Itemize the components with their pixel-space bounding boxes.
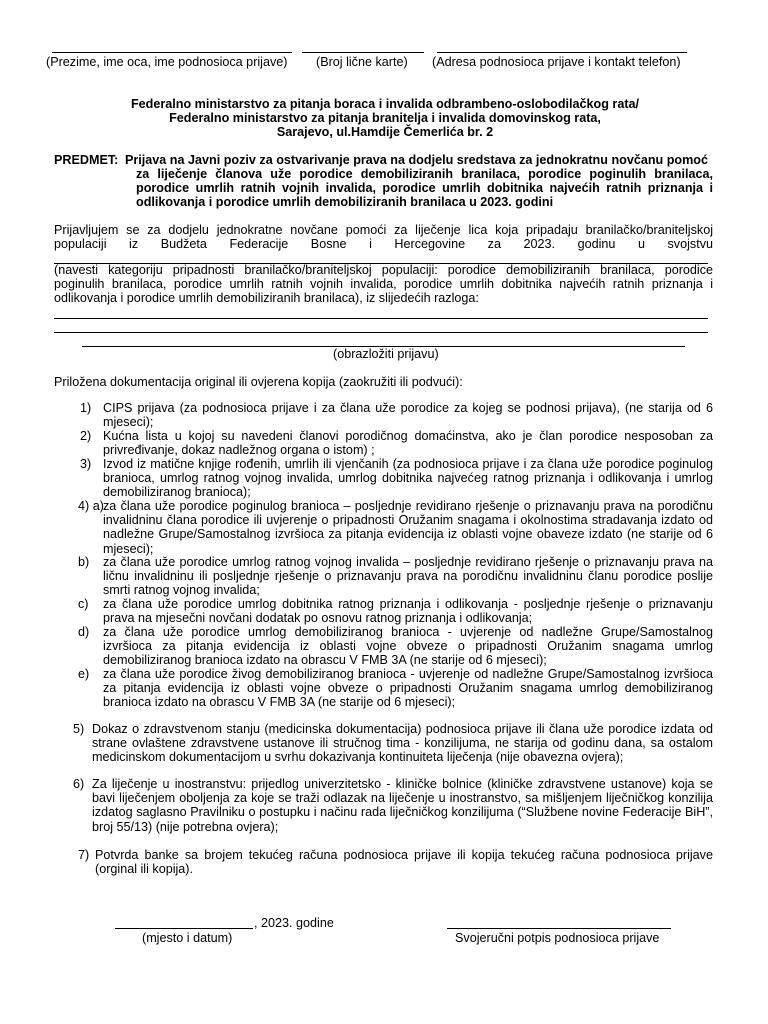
item-e-number: e)	[78, 667, 90, 681]
item-1-text: CIPS prijava (za podnosioca prijave i za člana uže porodice za kojeg se podnosi prijava), (ne starija od 6 mjeseci);	[103, 401, 713, 430]
name-field-label: (Prezime, ime oca, ime podnosioca prijave)	[46, 55, 288, 69]
item-b-number: b)	[78, 555, 90, 569]
documentation-intro: Priložena dokumentacija original ili ovjerena kopija (zaokružiti ili podvući):	[54, 375, 463, 389]
address-field-line[interactable]	[437, 52, 687, 53]
item-7-text: Potvrda banke sa brojem tekućeg računa podnosioca prijave ili kopija tekućeg računa podnosioca prijave (orginal ili kopija).	[95, 848, 713, 877]
item-c-number: c)	[78, 597, 89, 611]
id-card-field-label: (Broj lične karte)	[316, 55, 408, 69]
subject-label: PREDMET:	[54, 153, 119, 167]
subject-line-1: Prijava na Javni poziv za ostvarivanje prava na dodjelu sredstava za jednokratnu novčanu pomoć	[125, 153, 709, 167]
item-d-number: d)	[78, 625, 90, 639]
signature-field-line[interactable]	[447, 928, 671, 929]
reason-line-1[interactable]	[54, 318, 708, 319]
item-2-text: Kućna lista u kojoj su navedeni članovi porodičnog domaćinstva, ako je član porodice nesposoban za privređivanje, dokaz nadležnog organa o istom) ;	[103, 429, 713, 458]
item-5-number: 5)	[73, 722, 85, 736]
explain-note: (obrazložiti prijavu)	[333, 347, 439, 361]
subject-rest: za liječenje članova uže porodice demobiliziranih branilaca, porodice poginulih branilaca, porodice umrlih ratnih vojnih invalida, porodice umrlih dobitnika najvećih ratnih priznanja i odlikovanja i porodice umrlih demobiliziranih branilaca u 2023. godini	[136, 167, 713, 210]
intro-line-2: populaciji iz Budžeta Federacije Bosne i Hercegovine za 2023. godinu u svojstvu	[54, 237, 713, 251]
item-6-text: Za liječenje u inostranstvu: prijedlog univerzitetsko - kliničke bolnice (kliničke zdravstvene ustanove) koja se bavi liječenjem oboljenja za koje se traži odlazak na liječenje u inostranstvo, sa mišljenjem liječničkog konzilija izdatog saglasno Pravilniku o postupku i načinu rada liječničkog konzilijuma (“Službene novine Federacije BiH”, broj 55/13) (nije potrebna ovjera);	[92, 777, 713, 834]
item-3-number: 3)	[80, 457, 92, 471]
item-b-text: za člana uže porodice umrlog ratnog vojnog invalida – posljednje revidirano rješenje o priznavanju prava na ličnu invalidninu ili posljednje rješenje o priznavanju prava na porodičnu invalidninu članu porodice poslije smrti ratnog vojnog invalida;	[103, 555, 713, 598]
item-3-text: Izvod iz matične knjige rođenih, umrlih ili vjenčanih (za podnosioca prijave i za člana uže porodice poginulog branioca, umrlog ratnog vojnog invalida, umrlog dobitnika najvećeg ratnog priznanja i odlikovanja i umrlog demobiliziranog branioca);	[103, 457, 713, 500]
reason-line-2[interactable]	[54, 332, 708, 333]
name-field-line[interactable]	[52, 52, 292, 53]
item-5-text: Dokaz o zdravstvenom stanju (medicinska dokumentacija) podnosioca prijave ili člana uže porodice izdata od strane ovlaštene zdravstvene ustanove ili stručnog tima - konzilijuma, ne starija od godinu dana, sa ostalom medicinskom dokumentacijom u svrhu dokazivanja kontinuiteta liječenja (nije obavezna ovjera);	[92, 722, 713, 765]
date-suffix: , 2023. godine	[254, 916, 334, 930]
item-4a-number: 4) a)	[78, 499, 104, 513]
item-2-number: 2)	[80, 429, 92, 443]
item-c-text: za člana uže porodice umrlog dobitnika ratnog priznanja i odlikovanja - posljednje rješenje o priznavanju prava na mjesečni novčani dodatak po osnovu ratnog priznanja i odlikovanja;	[103, 597, 713, 626]
ministry-line-1: Federalno ministarstvo za pitanja boraca i invalida odbrambeno-oslobodilačkog rata/	[130, 97, 640, 111]
ministry-line-3: Sarajevo, ul.Hamdije Čemerlića br. 2	[276, 125, 494, 140]
ministry-line-2: Federalno ministarstvo za pitanja branitelja i invalida domovinskog rata,	[169, 111, 601, 126]
place-date-label: (mjesto i datum)	[142, 931, 233, 945]
category-note: (navesti kategoriju pripadnosti branilačko/braniteljskoj populaciji: porodice demobiliziranih branilaca, porodice poginulih branilaca, porodice umrlih ratnih vojnih invalida, porodice umrlih dobitnika najvećih ratnih priznanja i odlikovanja i porodice umrlih demobiliziranih branilaca), iz slijedećih razloga:	[54, 263, 713, 306]
item-4a-text: za člana uže porodice poginulog branioca – posljednje revidirano rješenje o priznavanju prava na porodičnu invalidninu člana porodice ili uvjerenje o pripadnosti Oružanim snagama i okolnostima stradavanja izdato od nadležne Grupe/Samostalnog izvršioca za pitanja evidencija iz oblasti vojne obaveze izdato (ne starije od 6 mjeseci);	[103, 499, 713, 556]
item-e-text: za člana uže porodice živog demobiliziranog branioca - uvjerenje od nadležne Grupe/Samostalnog izvršioca za pitanja evidencija iz oblasti vojne obveze o pripadnosti Oružanim snagama umrlog demobiliziranog branioca izdato na obrascu V FMB 3A (ne starije od 6 mjeseci);	[103, 667, 713, 710]
item-6-number: 6)	[73, 777, 85, 791]
place-date-field-line[interactable]	[115, 928, 253, 929]
item-d-text: za člana uže porodice umrlog demobiliziranog branioca - uvjerenje od nadležne Grupe/Samostalnog izvršioca za pitanja evidencija iz oblasti vojne obveze o pripadnosti Oružanim snagama umrlog demobiliziranog branioca izdato na obrascu V FMB 3A (ne starije od 6 mjeseci);	[103, 625, 713, 668]
item-7-number: 7)	[78, 848, 90, 862]
id-card-field-line[interactable]	[302, 52, 424, 53]
address-field-label: (Adresa podnosioca prijave i kontakt telefon)	[432, 55, 681, 69]
item-1-number: 1)	[80, 401, 92, 415]
intro-line-1: Prijavljujem se za dodjelu jednokratne novčane pomoći za liječenje lica koja pripadaju branilačko/braniteljskoj	[54, 223, 713, 237]
signature-label: Svojeručni potpis podnosioca prijave	[455, 931, 660, 945]
ministry-block	[40, 97, 730, 140]
